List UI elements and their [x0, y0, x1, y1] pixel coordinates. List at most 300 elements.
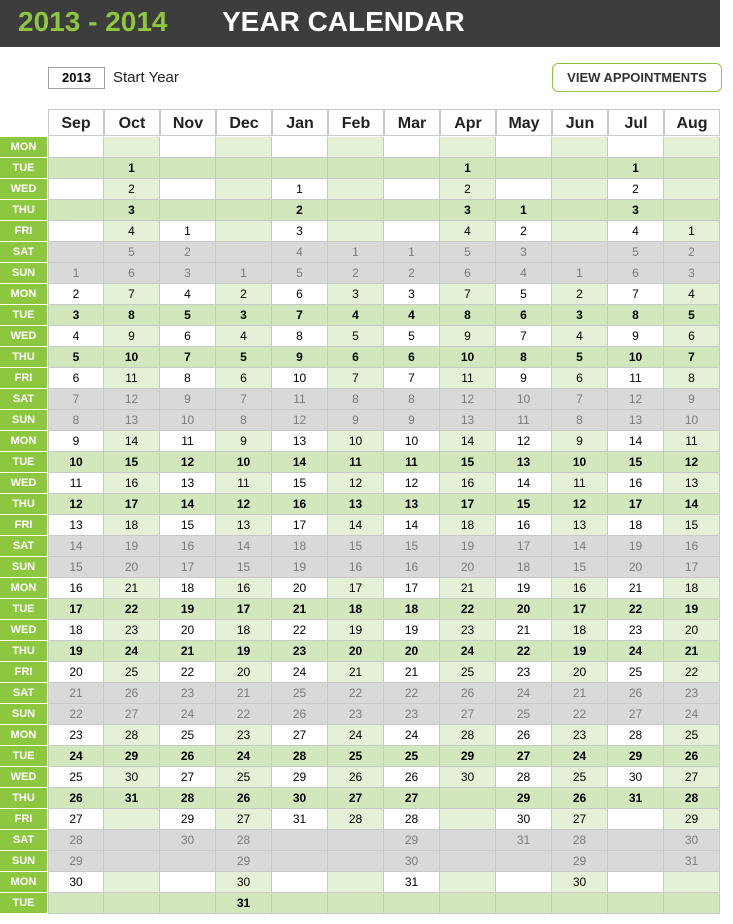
day-cell[interactable]: 3 — [440, 200, 496, 221]
day-cell[interactable]: 5 — [664, 305, 720, 326]
day-cell[interactable]: 8 — [272, 326, 328, 347]
day-cell[interactable]: 22 — [328, 683, 384, 704]
day-cell[interactable]: 22 — [160, 662, 216, 683]
day-cell[interactable]: 20 — [104, 557, 160, 578]
day-cell[interactable]: 31 — [272, 809, 328, 830]
day-cell[interactable]: 30 — [496, 809, 552, 830]
day-cell[interactable]: 10 — [160, 410, 216, 431]
day-cell[interactable]: 24 — [216, 746, 272, 767]
day-cell[interactable]: 16 — [328, 557, 384, 578]
day-cell[interactable]: 27 — [608, 704, 664, 725]
day-cell[interactable]: 27 — [552, 809, 608, 830]
day-cell[interactable]: 8 — [440, 305, 496, 326]
day-cell[interactable]: 17 — [48, 599, 104, 620]
day-cell[interactable]: 17 — [328, 578, 384, 599]
day-cell[interactable]: 29 — [104, 746, 160, 767]
day-cell[interactable]: 17 — [608, 494, 664, 515]
day-cell[interactable]: 2 — [496, 221, 552, 242]
day-cell[interactable]: 29 — [48, 851, 104, 872]
day-cell[interactable]: 11 — [440, 368, 496, 389]
day-cell[interactable]: 14 — [552, 536, 608, 557]
day-cell[interactable]: 16 — [216, 578, 272, 599]
day-cell[interactable]: 13 — [272, 431, 328, 452]
day-cell[interactable]: 13 — [496, 452, 552, 473]
day-cell[interactable]: 7 — [328, 368, 384, 389]
day-cell[interactable]: 15 — [216, 557, 272, 578]
day-cell[interactable]: 23 — [160, 683, 216, 704]
day-cell[interactable]: 12 — [664, 452, 720, 473]
day-cell[interactable]: 26 — [48, 788, 104, 809]
day-cell[interactable]: 9 — [496, 368, 552, 389]
day-cell[interactable]: 15 — [552, 557, 608, 578]
day-cell[interactable]: 21 — [440, 578, 496, 599]
day-cell[interactable]: 27 — [384, 788, 440, 809]
day-cell[interactable]: 12 — [384, 473, 440, 494]
day-cell[interactable]: 3 — [104, 200, 160, 221]
day-cell[interactable]: 13 — [384, 494, 440, 515]
day-cell[interactable]: 7 — [48, 389, 104, 410]
day-cell[interactable]: 28 — [328, 809, 384, 830]
day-cell[interactable]: 6 — [664, 326, 720, 347]
day-cell[interactable]: 5 — [608, 242, 664, 263]
day-cell[interactable]: 20 — [552, 662, 608, 683]
day-cell[interactable]: 15 — [608, 452, 664, 473]
day-cell[interactable]: 24 — [104, 641, 160, 662]
day-cell[interactable]: 18 — [272, 536, 328, 557]
day-cell[interactable]: 23 — [328, 704, 384, 725]
day-cell[interactable]: 19 — [496, 578, 552, 599]
day-cell[interactable]: 21 — [552, 683, 608, 704]
view-appointments-button[interactable]: VIEW APPOINTMENTS — [552, 63, 722, 92]
day-cell[interactable]: 25 — [384, 746, 440, 767]
day-cell[interactable]: 5 — [272, 263, 328, 284]
day-cell[interactable]: 11 — [272, 389, 328, 410]
day-cell[interactable]: 22 — [552, 704, 608, 725]
day-cell[interactable]: 21 — [664, 641, 720, 662]
day-cell[interactable]: 19 — [608, 536, 664, 557]
day-cell[interactable]: 1 — [384, 242, 440, 263]
day-cell[interactable]: 3 — [216, 305, 272, 326]
day-cell[interactable]: 26 — [552, 788, 608, 809]
day-cell[interactable]: 3 — [384, 284, 440, 305]
day-cell[interactable]: 19 — [440, 536, 496, 557]
day-cell[interactable]: 11 — [328, 452, 384, 473]
day-cell[interactable]: 16 — [496, 515, 552, 536]
day-cell[interactable]: 25 — [440, 662, 496, 683]
day-cell[interactable]: 18 — [216, 620, 272, 641]
day-cell[interactable]: 20 — [272, 578, 328, 599]
day-cell[interactable]: 12 — [440, 389, 496, 410]
day-cell[interactable]: 19 — [664, 599, 720, 620]
day-cell[interactable]: 14 — [608, 431, 664, 452]
day-cell[interactable]: 16 — [440, 473, 496, 494]
day-cell[interactable]: 10 — [552, 452, 608, 473]
day-cell[interactable]: 14 — [216, 536, 272, 557]
day-cell[interactable]: 29 — [552, 851, 608, 872]
day-cell[interactable]: 18 — [496, 557, 552, 578]
day-cell[interactable]: 14 — [440, 431, 496, 452]
day-cell[interactable]: 1 — [664, 221, 720, 242]
day-cell[interactable]: 5 — [104, 242, 160, 263]
day-cell[interactable]: 18 — [608, 515, 664, 536]
day-cell[interactable]: 4 — [160, 284, 216, 305]
day-cell[interactable]: 2 — [552, 284, 608, 305]
day-cell[interactable]: 24 — [664, 704, 720, 725]
day-cell[interactable]: 27 — [160, 767, 216, 788]
day-cell[interactable]: 12 — [552, 494, 608, 515]
day-cell[interactable]: 13 — [48, 515, 104, 536]
day-cell[interactable]: 10 — [272, 368, 328, 389]
day-cell[interactable]: 28 — [104, 725, 160, 746]
day-cell[interactable]: 24 — [496, 683, 552, 704]
day-cell[interactable]: 16 — [48, 578, 104, 599]
day-cell[interactable]: 21 — [608, 578, 664, 599]
day-cell[interactable]: 13 — [160, 473, 216, 494]
day-cell[interactable]: 26 — [216, 788, 272, 809]
day-cell[interactable]: 24 — [440, 641, 496, 662]
day-cell[interactable]: 6 — [160, 326, 216, 347]
day-cell[interactable]: 1 — [272, 179, 328, 200]
day-cell[interactable]: 12 — [160, 452, 216, 473]
day-cell[interactable]: 18 — [440, 515, 496, 536]
day-cell[interactable]: 29 — [608, 746, 664, 767]
day-cell[interactable]: 31 — [384, 872, 440, 893]
day-cell[interactable]: 25 — [552, 767, 608, 788]
day-cell[interactable]: 4 — [272, 242, 328, 263]
day-cell[interactable]: 28 — [160, 788, 216, 809]
day-cell[interactable]: 29 — [160, 809, 216, 830]
day-cell[interactable]: 27 — [216, 809, 272, 830]
day-cell[interactable]: 8 — [104, 305, 160, 326]
day-cell[interactable]: 10 — [216, 452, 272, 473]
day-cell[interactable]: 12 — [328, 473, 384, 494]
day-cell[interactable]: 10 — [48, 452, 104, 473]
day-cell[interactable]: 8 — [48, 410, 104, 431]
day-cell[interactable]: 30 — [608, 767, 664, 788]
day-cell[interactable]: 29 — [384, 830, 440, 851]
day-cell[interactable]: 28 — [216, 830, 272, 851]
day-cell[interactable]: 4 — [664, 284, 720, 305]
day-cell[interactable]: 21 — [328, 662, 384, 683]
day-cell[interactable]: 19 — [160, 599, 216, 620]
day-cell[interactable]: 6 — [104, 263, 160, 284]
day-cell[interactable]: 25 — [664, 725, 720, 746]
day-cell[interactable]: 10 — [440, 347, 496, 368]
day-cell[interactable]: 6 — [440, 263, 496, 284]
day-cell[interactable]: 4 — [216, 326, 272, 347]
day-cell[interactable]: 31 — [664, 851, 720, 872]
day-cell[interactable]: 26 — [664, 746, 720, 767]
day-cell[interactable]: 4 — [440, 221, 496, 242]
day-cell[interactable]: 5 — [48, 347, 104, 368]
day-cell[interactable]: 28 — [384, 809, 440, 830]
day-cell[interactable]: 12 — [104, 389, 160, 410]
day-cell[interactable]: 16 — [272, 494, 328, 515]
day-cell[interactable]: 15 — [48, 557, 104, 578]
day-cell[interactable]: 25 — [104, 662, 160, 683]
day-cell[interactable]: 13 — [104, 410, 160, 431]
day-cell[interactable]: 2 — [48, 284, 104, 305]
day-cell[interactable]: 9 — [216, 431, 272, 452]
day-cell[interactable]: 22 — [608, 599, 664, 620]
day-cell[interactable]: 1 — [608, 158, 664, 179]
day-cell[interactable]: 6 — [272, 284, 328, 305]
day-cell[interactable]: 6 — [608, 263, 664, 284]
day-cell[interactable]: 9 — [608, 326, 664, 347]
day-cell[interactable]: 7 — [552, 389, 608, 410]
day-cell[interactable]: 5 — [440, 242, 496, 263]
day-cell[interactable]: 10 — [496, 389, 552, 410]
day-cell[interactable]: 14 — [328, 515, 384, 536]
day-cell[interactable]: 16 — [664, 536, 720, 557]
day-cell[interactable]: 3 — [664, 263, 720, 284]
day-cell[interactable]: 14 — [48, 536, 104, 557]
day-cell[interactable]: 25 — [328, 746, 384, 767]
day-cell[interactable]: 10 — [328, 431, 384, 452]
day-cell[interactable]: 23 — [272, 641, 328, 662]
day-cell[interactable]: 18 — [48, 620, 104, 641]
day-cell[interactable]: 5 — [216, 347, 272, 368]
day-cell[interactable]: 3 — [328, 284, 384, 305]
day-cell[interactable]: 6 — [328, 347, 384, 368]
day-cell[interactable]: 31 — [104, 788, 160, 809]
day-cell[interactable]: 17 — [552, 599, 608, 620]
day-cell[interactable]: 5 — [384, 326, 440, 347]
day-cell[interactable]: 2 — [608, 179, 664, 200]
day-cell[interactable]: 26 — [608, 683, 664, 704]
day-cell[interactable]: 1 — [160, 221, 216, 242]
day-cell[interactable]: 7 — [496, 326, 552, 347]
day-cell[interactable]: 23 — [48, 725, 104, 746]
day-cell[interactable]: 20 — [216, 662, 272, 683]
day-cell[interactable]: 28 — [272, 746, 328, 767]
day-cell[interactable]: 17 — [384, 578, 440, 599]
day-cell[interactable]: 9 — [664, 389, 720, 410]
day-cell[interactable]: 24 — [328, 725, 384, 746]
day-cell[interactable]: 3 — [496, 242, 552, 263]
day-cell[interactable]: 16 — [104, 473, 160, 494]
day-cell[interactable]: 29 — [496, 788, 552, 809]
day-cell[interactable]: 25 — [496, 704, 552, 725]
day-cell[interactable]: 26 — [440, 683, 496, 704]
day-cell[interactable]: 8 — [160, 368, 216, 389]
day-cell[interactable]: 23 — [664, 683, 720, 704]
day-cell[interactable]: 31 — [496, 830, 552, 851]
day-cell[interactable]: 23 — [384, 704, 440, 725]
day-cell[interactable]: 12 — [496, 431, 552, 452]
day-cell[interactable]: 25 — [216, 767, 272, 788]
day-cell[interactable]: 17 — [664, 557, 720, 578]
day-cell[interactable]: 15 — [328, 536, 384, 557]
day-cell[interactable]: 30 — [440, 767, 496, 788]
day-cell[interactable]: 20 — [328, 641, 384, 662]
day-cell[interactable]: 1 — [440, 158, 496, 179]
day-cell[interactable]: 8 — [216, 410, 272, 431]
day-cell[interactable]: 8 — [552, 410, 608, 431]
day-cell[interactable]: 28 — [664, 788, 720, 809]
day-cell[interactable]: 29 — [272, 767, 328, 788]
day-cell[interactable]: 15 — [664, 515, 720, 536]
day-cell[interactable]: 21 — [272, 599, 328, 620]
day-cell[interactable]: 30 — [48, 872, 104, 893]
day-cell[interactable]: 26 — [328, 767, 384, 788]
day-cell[interactable]: 1 — [552, 263, 608, 284]
day-cell[interactable]: 3 — [272, 221, 328, 242]
day-cell[interactable]: 18 — [664, 578, 720, 599]
day-cell[interactable]: 22 — [440, 599, 496, 620]
day-cell[interactable]: 10 — [104, 347, 160, 368]
day-cell[interactable]: 24 — [384, 725, 440, 746]
day-cell[interactable]: 26 — [160, 746, 216, 767]
day-cell[interactable]: 12 — [216, 494, 272, 515]
day-cell[interactable]: 10 — [608, 347, 664, 368]
day-cell[interactable]: 13 — [608, 410, 664, 431]
day-cell[interactable]: 11 — [160, 431, 216, 452]
day-cell[interactable]: 16 — [552, 578, 608, 599]
day-cell[interactable]: 18 — [160, 578, 216, 599]
day-cell[interactable]: 14 — [160, 494, 216, 515]
day-cell[interactable]: 16 — [608, 473, 664, 494]
day-cell[interactable]: 20 — [608, 557, 664, 578]
day-cell[interactable]: 11 — [552, 473, 608, 494]
day-cell[interactable]: 6 — [216, 368, 272, 389]
day-cell[interactable]: 11 — [608, 368, 664, 389]
day-cell[interactable]: 26 — [496, 725, 552, 746]
day-cell[interactable]: 28 — [496, 767, 552, 788]
day-cell[interactable]: 27 — [440, 704, 496, 725]
day-cell[interactable]: 17 — [216, 599, 272, 620]
day-cell[interactable]: 9 — [328, 410, 384, 431]
day-cell[interactable]: 6 — [48, 368, 104, 389]
day-cell[interactable]: 28 — [48, 830, 104, 851]
day-cell[interactable]: 19 — [48, 641, 104, 662]
day-cell[interactable]: 9 — [552, 431, 608, 452]
day-cell[interactable]: 13 — [664, 473, 720, 494]
day-cell[interactable]: 29 — [440, 746, 496, 767]
day-cell[interactable]: 11 — [216, 473, 272, 494]
day-cell[interactable]: 7 — [216, 389, 272, 410]
day-cell[interactable]: 22 — [664, 662, 720, 683]
day-cell[interactable]: 4 — [608, 221, 664, 242]
day-cell[interactable]: 24 — [160, 704, 216, 725]
day-cell[interactable]: 2 — [272, 200, 328, 221]
day-cell[interactable]: 21 — [496, 620, 552, 641]
day-cell[interactable]: 22 — [216, 704, 272, 725]
day-cell[interactable]: 24 — [608, 641, 664, 662]
day-cell[interactable]: 20 — [48, 662, 104, 683]
day-cell[interactable]: 27 — [664, 767, 720, 788]
day-cell[interactable]: 5 — [496, 284, 552, 305]
day-cell[interactable]: 4 — [384, 305, 440, 326]
day-cell[interactable]: 9 — [440, 326, 496, 347]
day-cell[interactable]: 8 — [384, 389, 440, 410]
day-cell[interactable]: 1 — [328, 242, 384, 263]
day-cell[interactable]: 16 — [160, 536, 216, 557]
day-cell[interactable]: 4 — [328, 305, 384, 326]
day-cell[interactable]: 19 — [328, 620, 384, 641]
day-cell[interactable]: 9 — [160, 389, 216, 410]
day-cell[interactable]: 8 — [664, 368, 720, 389]
day-cell[interactable]: 19 — [384, 620, 440, 641]
day-cell[interactable]: 4 — [496, 263, 552, 284]
day-cell[interactable]: 15 — [440, 452, 496, 473]
day-cell[interactable]: 3 — [608, 200, 664, 221]
day-cell[interactable]: 5 — [552, 347, 608, 368]
day-cell[interactable]: 22 — [104, 599, 160, 620]
day-cell[interactable]: 7 — [440, 284, 496, 305]
day-cell[interactable]: 5 — [328, 326, 384, 347]
day-cell[interactable]: 6 — [552, 368, 608, 389]
day-cell[interactable]: 14 — [664, 494, 720, 515]
day-cell[interactable]: 17 — [440, 494, 496, 515]
day-cell[interactable]: 4 — [104, 221, 160, 242]
day-cell[interactable]: 7 — [104, 284, 160, 305]
day-cell[interactable]: 9 — [384, 410, 440, 431]
day-cell[interactable]: 31 — [216, 893, 272, 914]
day-cell[interactable]: 7 — [272, 305, 328, 326]
day-cell[interactable]: 30 — [384, 851, 440, 872]
day-cell[interactable]: 20 — [664, 620, 720, 641]
day-cell[interactable]: 15 — [272, 473, 328, 494]
day-cell[interactable]: 26 — [104, 683, 160, 704]
day-cell[interactable]: 11 — [384, 452, 440, 473]
day-cell[interactable]: 22 — [272, 620, 328, 641]
day-cell[interactable]: 21 — [48, 683, 104, 704]
day-cell[interactable]: 27 — [48, 809, 104, 830]
day-cell[interactable]: 13 — [216, 515, 272, 536]
day-cell[interactable]: 19 — [552, 641, 608, 662]
day-cell[interactable]: 30 — [216, 872, 272, 893]
day-cell[interactable]: 19 — [272, 557, 328, 578]
day-cell[interactable]: 2 — [160, 242, 216, 263]
day-cell[interactable]: 16 — [384, 557, 440, 578]
day-cell[interactable]: 1 — [216, 263, 272, 284]
day-cell[interactable]: 28 — [440, 725, 496, 746]
day-cell[interactable]: 27 — [104, 704, 160, 725]
day-cell[interactable]: 23 — [552, 725, 608, 746]
day-cell[interactable]: 21 — [216, 683, 272, 704]
day-cell[interactable]: 30 — [552, 872, 608, 893]
day-cell[interactable]: 21 — [160, 641, 216, 662]
day-cell[interactable]: 31 — [608, 788, 664, 809]
day-cell[interactable]: 24 — [552, 746, 608, 767]
day-cell[interactable]: 14 — [496, 473, 552, 494]
day-cell[interactable]: 7 — [384, 368, 440, 389]
day-cell[interactable]: 17 — [104, 494, 160, 515]
day-cell[interactable]: 2 — [328, 263, 384, 284]
day-cell[interactable]: 23 — [440, 620, 496, 641]
day-cell[interactable]: 24 — [272, 662, 328, 683]
day-cell[interactable]: 15 — [104, 452, 160, 473]
day-cell[interactable]: 2 — [664, 242, 720, 263]
day-cell[interactable]: 6 — [496, 305, 552, 326]
day-cell[interactable]: 30 — [272, 788, 328, 809]
day-cell[interactable]: 8 — [328, 389, 384, 410]
day-cell[interactable]: 3 — [552, 305, 608, 326]
day-cell[interactable]: 30 — [104, 767, 160, 788]
day-cell[interactable]: 8 — [496, 347, 552, 368]
day-cell[interactable]: 5 — [160, 305, 216, 326]
day-cell[interactable]: 13 — [328, 494, 384, 515]
day-cell[interactable]: 7 — [664, 347, 720, 368]
day-cell[interactable]: 11 — [496, 410, 552, 431]
day-cell[interactable]: 25 — [608, 662, 664, 683]
day-cell[interactable]: 10 — [384, 431, 440, 452]
day-cell[interactable]: 23 — [608, 620, 664, 641]
day-cell[interactable]: 14 — [272, 452, 328, 473]
day-cell[interactable]: 17 — [160, 557, 216, 578]
day-cell[interactable]: 26 — [384, 767, 440, 788]
